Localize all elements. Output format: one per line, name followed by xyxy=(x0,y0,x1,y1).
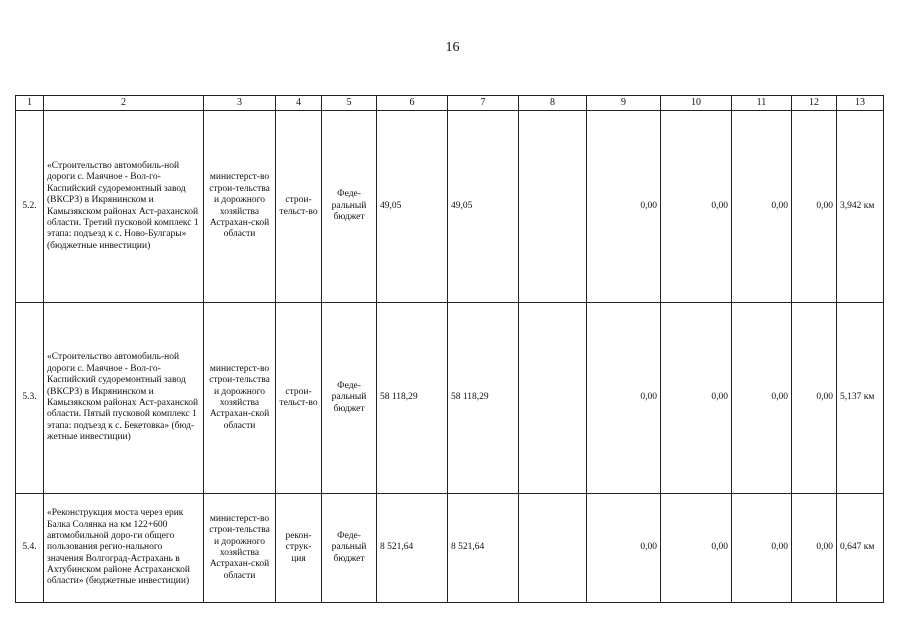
column-header: 10 xyxy=(661,96,732,111)
length-value: 0,647 км xyxy=(837,494,884,603)
value-col11: 0,00 xyxy=(732,494,792,603)
work-type: строи-тельст-во xyxy=(276,111,322,303)
agency: министерст-во строи-тельства и дорожного хозяйства Астрахан-ской области xyxy=(204,111,276,303)
column-header: 13 xyxy=(837,96,884,111)
column-header: 12 xyxy=(792,96,837,111)
column-header: 3 xyxy=(204,96,276,111)
table-row xyxy=(16,494,884,603)
row-number: 5.4. xyxy=(16,494,44,603)
column-header: 4 xyxy=(276,96,322,111)
value-col11: 0,00 xyxy=(732,111,792,303)
column-header: 5 xyxy=(322,96,377,111)
value-col11: 0,00 xyxy=(732,303,792,494)
value-col12: 0,00 xyxy=(792,111,837,303)
page-number: 16 xyxy=(445,40,460,55)
value-col10: 0,00 xyxy=(661,494,732,603)
value-col7: 8 521,64 xyxy=(448,494,519,603)
column-header: 1 xyxy=(16,96,44,111)
value-col6: 8 521,64 xyxy=(377,494,448,603)
value-col8 xyxy=(519,303,587,494)
value-col6: 58 118,29 xyxy=(377,303,448,494)
value-col10: 0,00 xyxy=(661,303,732,494)
funding-source: Феде-ральный бюджет xyxy=(322,111,377,303)
funding-source: Феде-ральный бюджет xyxy=(322,303,377,494)
table-row xyxy=(16,303,884,494)
value-col9: 0,00 xyxy=(587,111,661,303)
value-col12: 0,00 xyxy=(792,494,837,603)
project-name: «Строительство автомобиль-ной дороги с. Маячное - Вол-го-Каспийский судоремонтный завод (ВКСРЗ) в Икрянинском и Камызякском районах Аст-раханской области. Пятый пусковой комплекс 1 этапа: подъезд к с. Бекетовка» (бюд-жетные инвестиции) xyxy=(44,303,204,494)
agency: министерст-во строи-тельства и дорожного хозяйства Астрахан-ской области xyxy=(204,494,276,603)
header-row xyxy=(16,96,884,111)
length-value: 5,137 км xyxy=(837,303,884,494)
value-col9: 0,00 xyxy=(587,494,661,603)
value-col8 xyxy=(519,494,587,603)
value-col7: 58 118,29 xyxy=(448,303,519,494)
value-col9: 0,00 xyxy=(587,303,661,494)
agency: министерст-во строи-тельства и дорожного хозяйства Астрахан-ской области xyxy=(204,303,276,494)
length-value: 3,942 км xyxy=(837,111,884,303)
row-number: 5.2. xyxy=(16,111,44,303)
funding-source: Феде-ральный бюджет xyxy=(322,494,377,603)
column-header: 2 xyxy=(44,96,204,111)
work-type: строи-тельст-во xyxy=(276,303,322,494)
column-header: 8 xyxy=(519,96,587,111)
project-name: «Реконструкция моста через ерик Балка Солянка на км 122+600 автомобильной доро-ги общего пользования регио-нального значения Волгоград-Астрахань в Ахтубинском районе Астраханской области» (бюджетные инвестиции) xyxy=(44,494,204,603)
value-col8 xyxy=(519,111,587,303)
budget-table xyxy=(15,95,884,603)
row-number: 5.3. xyxy=(16,303,44,494)
value-col12: 0,00 xyxy=(792,303,837,494)
column-header: 11 xyxy=(732,96,792,111)
table-row xyxy=(16,111,884,303)
column-header: 7 xyxy=(448,96,519,111)
value-col10: 0,00 xyxy=(661,111,732,303)
project-name: «Строительство автомобиль-ной дороги с. Маячное - Вол-го-Каспийский судоремонтный завод (ВКСРЗ) в Икрянинском и Камызякском районах Аст-раханской области. Третий пусковой комплекс 1 этапа: подъезд к с. Ново-Булгары» (бюджетные инвестиции) xyxy=(44,111,204,303)
column-header: 6 xyxy=(377,96,448,111)
value-col6: 49,05 xyxy=(377,111,448,303)
value-col7: 49,05 xyxy=(448,111,519,303)
column-header: 9 xyxy=(587,96,661,111)
work-type: рекон-струк-ция xyxy=(276,494,322,603)
